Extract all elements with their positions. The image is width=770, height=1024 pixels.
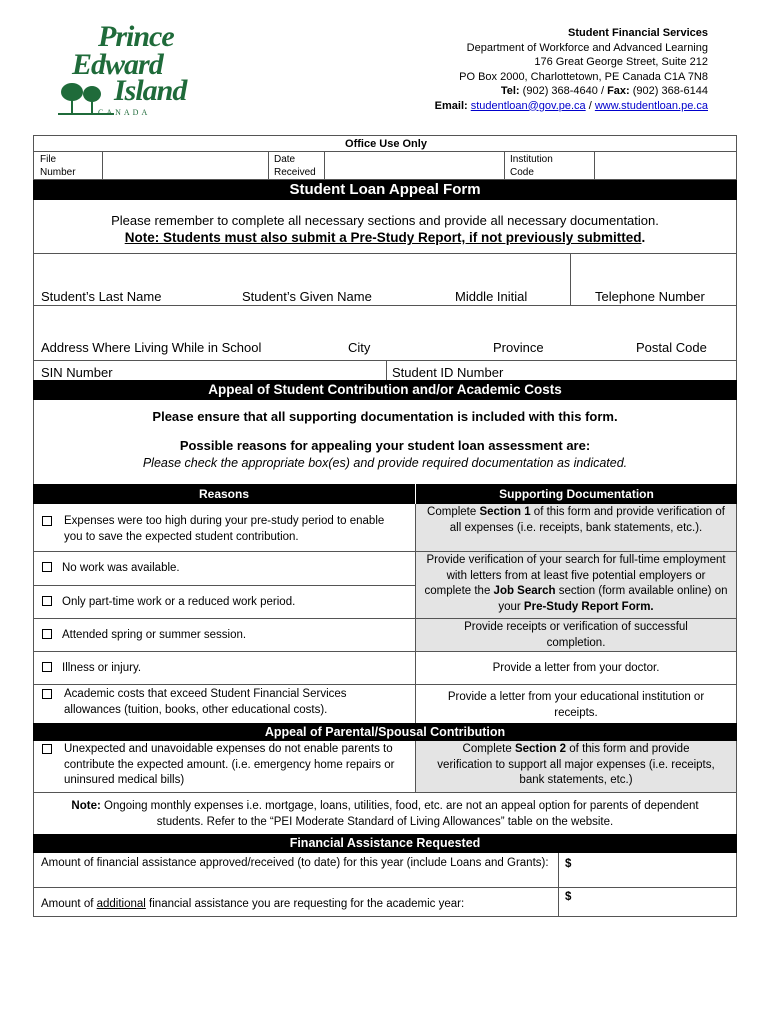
parental-doc (416, 741, 736, 792)
email-line (435, 99, 708, 114)
reason-1-checkbox[interactable] (42, 516, 52, 526)
amount-requested-additional: additional (96, 898, 146, 910)
pei-logo (58, 18, 198, 118)
link-separator: / (588, 99, 592, 112)
student-id-label: Student ID Number (392, 365, 504, 380)
address-label: Address Where Living While in School (41, 340, 262, 355)
fax-label: Fax: (607, 85, 630, 97)
doc-5: Provide a letter from your doctor. (492, 662, 660, 674)
logo-line-edward: Edward (72, 48, 163, 81)
possible-reasons-text: Possible reasons for appealing your student loan assessment are: (179, 438, 591, 453)
dollar-sign-1: $ (565, 858, 572, 870)
parental-note-label: Note: (71, 800, 101, 812)
office-use-title: Office Use Only (345, 138, 427, 150)
city-label: City (348, 340, 371, 355)
parental-note-body: Ongoing monthly expenses i.e. mortgage, loans, utilities, food, etc. are not an appeal option for parents of dependent students. Refer to the “PEI Moderate Standard of Living Allowances” table on the website. (100, 800, 699, 828)
reason-4-text: Attended spring or summer session. (62, 629, 247, 641)
ensure-docs-text: Please ensure that all supporting documentation is included with this form. (152, 409, 618, 424)
intro-note: Note: Students must also submit a Pre-Study Report, if not previously submitted (124, 230, 642, 245)
intro-reminder: Please remember to complete all necessary sections and provide all necessary documentation. (111, 213, 659, 228)
tel-value: (902) 368-4640 / (522, 85, 605, 97)
intro-note-line (34, 229, 736, 247)
date-received-field[interactable] (324, 151, 504, 180)
intro-note-end: . (641, 230, 646, 245)
institution-code-field[interactable] (594, 151, 736, 180)
postal-code-label: Postal Code (636, 340, 707, 355)
institution-code-label: Institution Code (510, 154, 553, 178)
reason-6-checkbox[interactable] (42, 689, 52, 699)
tel-label: Tel: (500, 85, 520, 97)
fax-value: (902) 368-6144 (632, 85, 708, 97)
appeal-contribution-title: Appeal of Student Contribution and/or Academic Costs (33, 380, 737, 400)
doc-2-3 (416, 552, 736, 618)
sin-input[interactable] (94, 361, 384, 380)
doc-4: Provide receipts or verification of successful completion. (416, 619, 736, 651)
street-address: 176 Great George Street, Suite 212 (534, 56, 708, 68)
middle-initial-label: Middle Initial (455, 289, 528, 304)
reason-2-checkbox[interactable] (42, 562, 52, 572)
reasons-column-header: Reasons (33, 484, 415, 504)
email-link[interactable]: studentloan@gov.pe.ca (470, 99, 586, 112)
amount-requested-a: Amount of (41, 898, 97, 910)
financial-title: Financial Assistance Requested (33, 834, 737, 853)
intro-section (33, 200, 737, 254)
logo-country: CANADA (98, 108, 151, 117)
department: Department of Workforce and Advanced Learning (466, 41, 708, 54)
parental-row (33, 741, 737, 793)
amount-requested-c: financial assistance you are requesting for the academic year: (145, 898, 465, 910)
appeal-parental-title: Appeal of Parental/Spousal Contribution (33, 723, 737, 741)
reasons-table (33, 504, 737, 723)
doc-2-3-prestudy: Pre-Study Report Form. (523, 600, 654, 613)
reason-3-text: Only part-time work or a reduced work period. (62, 596, 296, 608)
parental-reason-text: Unexpected and unavoidable expenses do not enable parents to contribute the expected amount. (i.e. emergency home repairs or uninsured medical bills) (64, 743, 395, 786)
contact-block (435, 26, 708, 113)
reason-row-2 (42, 561, 180, 577)
reason-3-checkbox[interactable] (42, 596, 52, 606)
parental-doc-a: Complete (462, 743, 515, 755)
check-instructions-text: Please check the appropriate box(es) and provide required documentation as indicated. (142, 456, 628, 470)
reason-4-checkbox[interactable] (42, 629, 52, 639)
reason-row-5 (42, 661, 141, 677)
amount-requested-input[interactable] (574, 888, 736, 916)
doc-2-3-part-a: Provide verification of your search for full-time employment with letters from at least five potential employers or complete the (424, 554, 726, 597)
logo-line-prince: Prince (98, 20, 174, 53)
email-label: Email: (434, 99, 468, 112)
parental-checkbox[interactable] (42, 744, 52, 754)
amount-requested-label (41, 897, 464, 913)
financial-table (33, 853, 737, 917)
reason-6-text: Academic costs that exceed Student Financial Services allowances (tuition, books, other educational costs). (64, 688, 347, 716)
parental-reason (42, 742, 412, 789)
personal-info-section (33, 254, 737, 380)
doc-1-part-c: of this form and provide verification of all expenses (i.e. receipts, bank statements, etc.). (449, 506, 725, 534)
parental-note-text (34, 799, 736, 830)
form-title: Student Loan Appeal Form (33, 180, 737, 200)
appeal-instructions (33, 400, 737, 484)
doc-1-section: Section 1 (479, 506, 531, 518)
parental-doc-c: of this form and provide verification to support all major expenses (i.e. receipts, bank statements, etc.) (437, 743, 715, 786)
student-id-input[interactable] (504, 361, 736, 380)
doc-1 (416, 504, 736, 551)
logo-line-island: Island (114, 74, 187, 107)
phone-line (435, 84, 708, 99)
reason-2-text: No work was available. (62, 562, 180, 574)
po-box: PO Box 2000, Charlottetown, PE Canada C1A 7N8 (459, 70, 708, 83)
doc-6: Provide a letter from your educational institution or receipts. (447, 691, 705, 719)
last-name-label: Student’s Last Name (41, 289, 162, 304)
file-number-field[interactable] (102, 151, 268, 180)
parental-doc-section: Section 2 (514, 743, 567, 755)
sin-label: SIN Number (41, 365, 113, 380)
office-use-section (33, 135, 737, 180)
amount-approved-label: Amount of financial assistance approved/received (to date) for this year (include Loans and Grants): (41, 857, 549, 869)
date-received-label: Date Received (274, 154, 316, 178)
reason-row-6 (42, 687, 392, 718)
reason-5-text: Illness or injury. (62, 662, 142, 674)
province-label: Province (493, 340, 544, 355)
reason-row-3 (42, 595, 295, 611)
telephone-label: Telephone Number (595, 289, 705, 304)
website-link[interactable]: www.studentloan.pe.ca (594, 99, 708, 112)
reason-row-4 (42, 628, 246, 644)
doc-2-3-part-c: section (form available online) on your (498, 585, 728, 613)
dollar-sign-2: $ (565, 891, 572, 903)
reason-1-text: Expenses were too high during your pre-study period to enable you to save the expected student contribution. (64, 515, 385, 543)
doc-2-3-job-search: Job Search (493, 585, 556, 597)
parental-note (33, 793, 737, 834)
amount-approved-input[interactable] (574, 853, 736, 887)
docs-column-header: Supporting Documentation (415, 484, 737, 504)
given-name-label: Student’s Given Name (242, 289, 372, 304)
org-name: Student Financial Services (568, 27, 708, 39)
reason-5-checkbox[interactable] (42, 662, 52, 672)
doc-1-part-a: Complete (427, 506, 480, 518)
file-number-label: File Number (40, 154, 76, 178)
reason-row-1 (42, 514, 392, 545)
